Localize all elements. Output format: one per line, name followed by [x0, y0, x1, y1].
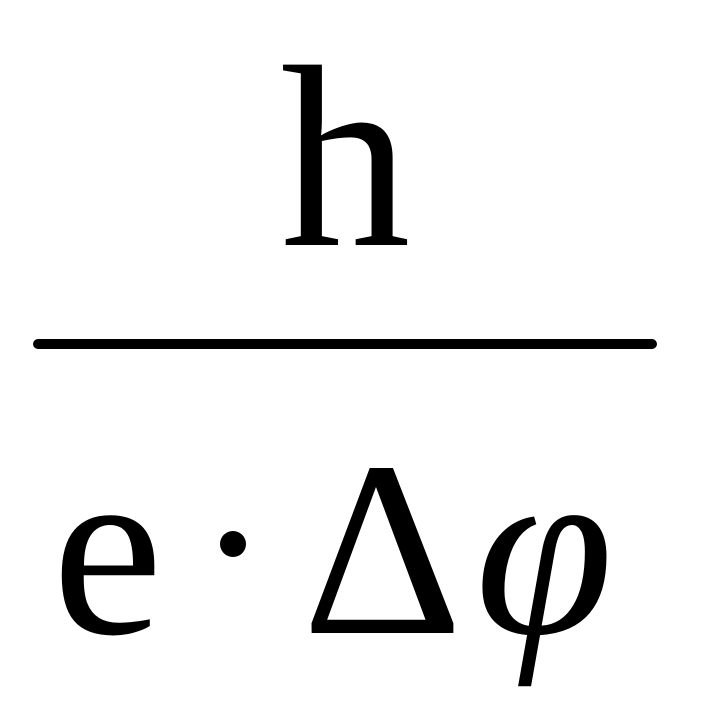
multiplication-dot: [220, 531, 246, 557]
numerator: [0, 14, 707, 302]
numerator-h: h: [280, 14, 411, 302]
denominator-delta: Δ: [302, 411, 463, 688]
denominator: [0, 411, 707, 688]
denominator-e: e: [52, 411, 163, 688]
fraction-bar: [33, 339, 657, 349]
denominator-phi: φ: [475, 411, 614, 688]
